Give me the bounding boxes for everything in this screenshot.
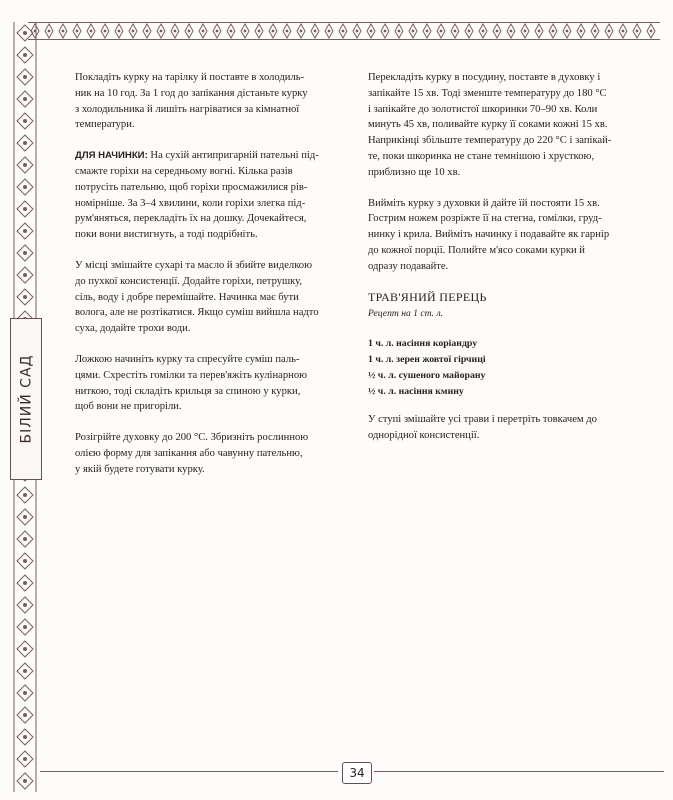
ingredient-list [368, 336, 640, 400]
ingredient-item: 1 ч. л. зерен жовтої гірчиці [368, 354, 486, 366]
ingredient-item: ½ ч. л. насіння кмину [368, 386, 464, 398]
top-ornament-border [28, 22, 660, 40]
filling-text: На сухій антипригарній пательні під- смажте горіхи на середньому вогні. Кілька разів потрусіть пательню, щоб горіхи просмажилися рів- номірніше. За 3–4 хвилини, коли горіхи злегка під- рум'яняться, перекладіть їх на дошку. Дочекайтеся, поки вони вистигнуть, а тоді подрібніть. [75, 150, 319, 241]
filling-paragraph [75, 148, 347, 243]
section-side-tab [10, 318, 42, 480]
right-text-column [368, 70, 640, 459]
paragraph: Розігрійте духовку до 200 °С. Збризніть рослинною олією форму для запікання або чавунну пательню, у якій будете готувати курку. [75, 432, 309, 475]
paragraph: У ступі змішайте усі трави і перетріть товкачем до однорідної консистенції. [368, 414, 597, 441]
page-number: 34 [342, 762, 372, 784]
bottom-rule-right [374, 771, 664, 772]
ingredient-item: ½ ч. л. сушеного майорану [368, 370, 486, 382]
paragraph: У місці змішайте сухарі та масло й збийте виделкою до пухкої консистенції. Додайте горіхи, петрушку, сіль, воду і добре перемішайте. Начинка має бути волога, але не розтікатися. Якщо суміш вийшла надто суха, додайте трохи води. [75, 259, 319, 335]
recipe-title: ТРАВ'ЯНИЙ ПЕРЕЦЬ [368, 289, 487, 304]
paragraph: Вийміть курку з духовки й дайте їй постояти 15 хв. Гострим ножем розріжте її на стегна, гомілки, груд- нинку і крила. Вийміть начинку і подавайте як гарнір до кожної порції. Полийте м'ясо соками курки й одразу подавайте. [368, 197, 610, 272]
left-text-column [75, 70, 347, 493]
paragraph: Ложкою начиніть курку та спресуйте суміш паль- цями. Схрестіть гомілки та перев'яжіть кулінарною ниткою, тоді складіть крильця за спиною у курки, щоб вони не пригоріли. [75, 353, 308, 413]
paragraph: Перекладіть курку в посудину, поставте в духовку і запікайте 15 хв. Тоді зменште температуру до 180 °С і запікайте до золотистої шкоринки 70–90 хв. Коли минуть 45 хв, поливайте курку її соками кожні 15 хв. Наприкінці збільште температуру до 220 °С і запікай- те, поки шкоринка не стане темнішою і хрусткою, приблизно ще 10 хв. [368, 72, 612, 178]
side-tab-label: БІЛИЙ САД [18, 354, 35, 444]
recipe-yield: Рецепт на 1 ст. л. [368, 308, 444, 320]
bottom-rule-left [40, 771, 338, 772]
ingredient-item: 1 ч. л. насіння коріандру [368, 338, 478, 350]
filling-heading: ДЛЯ НАЧИНКИ: [75, 150, 148, 162]
paragraph: Покладіть курку на тарілку й поставте в холодиль- ник на 10 год. За 1 год до запікання дістаньте курку з холодильника й лишіть нагріватися за кімнатної температури. [75, 72, 308, 131]
